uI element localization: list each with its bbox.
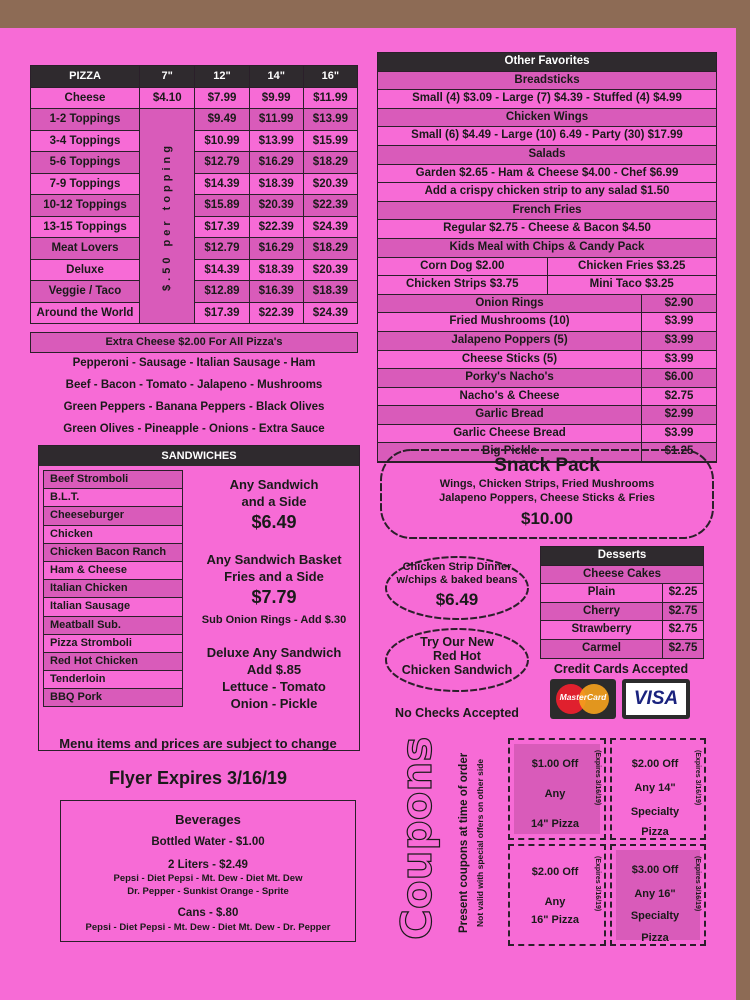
pizza-item-name: Veggie / Taco <box>31 281 140 303</box>
sandwich-item: Tenderloin <box>43 671 183 689</box>
side-item-row <box>378 425 716 444</box>
breadsticks-prices: Small (4) $3.09 - Large (7) $4.39 - Stuffed (4) $4.99 <box>378 90 716 109</box>
salads-heading: Salads <box>378 146 716 165</box>
two-liters: 2 Liters - $2.49 <box>168 859 248 871</box>
dessert-name: Strawberry <box>571 623 632 636</box>
sandwich-item: Chicken <box>43 526 183 544</box>
pizza-price: $18.29 <box>303 152 357 174</box>
pizza-item-name: 5-6 Toppings <box>31 152 140 174</box>
dessert-price: $2.75 <box>662 621 703 639</box>
sandwich-item: Meatball Sub. <box>43 617 183 635</box>
cans-flavors: Pepsi - Diet Pepsi - Mt. Dew - Diet Mt. Dew - Dr. Pepper <box>85 922 331 933</box>
pizza-row <box>31 109 358 131</box>
pizza-price: $22.39 <box>249 302 303 324</box>
pizza-row <box>31 130 358 152</box>
side-item-name: Porky's Nacho's <box>465 371 554 384</box>
side-item-price: $1.25 <box>641 443 716 461</box>
topping-line: Beef - Bacon - Tomato - Jalapeno - Mushrooms <box>65 379 323 391</box>
side-item-price: $2.90 <box>641 295 716 313</box>
side-item-row <box>378 351 716 370</box>
pizza-row <box>31 87 358 109</box>
pizza-row <box>31 238 358 260</box>
price-change-notice: Menu items and prices are subject to change <box>59 736 337 751</box>
coupons-title: Coupons <box>392 736 441 940</box>
pizza-price: $17.39 <box>195 216 249 238</box>
pizza-price: $13.99 <box>249 130 303 152</box>
beverages-title: Beverages <box>175 812 241 827</box>
dessert-name: Cherry <box>582 604 621 617</box>
pizza-price: $16.39 <box>249 281 303 303</box>
side-item-name: Cheese Sticks (5) <box>461 352 558 365</box>
sandwich-item: Italian Chicken <box>43 580 183 598</box>
pizza-price: $14.39 <box>195 173 249 195</box>
sandwich-deal-2b: Fries and a Side <box>224 569 324 584</box>
mastercard-logo: MasterCard <box>550 679 616 719</box>
pizza-item-name: 10-12 Toppings <box>31 195 140 217</box>
pizza-price: $16.29 <box>249 238 303 260</box>
pizza-price: $24.39 <box>303 302 357 324</box>
pizza-price: $9.49 <box>195 109 249 131</box>
coupons-note: Not valid with special offers on other side <box>475 758 485 928</box>
sandwich-deal-1: Any Sandwich <box>229 477 319 492</box>
side-item-row <box>378 332 716 351</box>
side-item-price: $3.99 <box>641 351 716 369</box>
pizza-header-16: 16" <box>303 66 357 88</box>
side-item-price: $3.99 <box>641 313 716 331</box>
deluxe-line: Onion - Pickle <box>230 696 318 711</box>
new-item-line: Try Our New <box>420 635 494 649</box>
dinner-price: $6.49 <box>435 590 479 609</box>
pizza-price: $20.39 <box>303 173 357 195</box>
coupon-4[interactable]: $3.00 Off Any 16" Specialty Pizza (Expires 3/16/19) <box>610 844 706 946</box>
pizza-price: $18.39 <box>303 281 357 303</box>
new-item-line: Chicken Sandwich <box>401 663 513 677</box>
flyer-expires: Flyer Expires 3/16/19 <box>108 768 288 788</box>
pizza-price: $7.99 <box>195 87 249 109</box>
pizza-price: $14.39 <box>195 259 249 281</box>
side-item-row <box>378 295 716 314</box>
pizza-price: $12.79 <box>195 238 249 260</box>
sandwich-item: BBQ Pork <box>43 689 183 707</box>
side-item-name: Nacho's & Cheese <box>459 389 560 402</box>
sandwich-deal-1b: and a Side <box>241 494 307 509</box>
side-item-price: $3.99 <box>641 425 716 443</box>
pizza-extra-cheese: Extra Cheese $2.00 For All Pizza's <box>30 332 358 353</box>
pizza-item-name: 1-2 Toppings <box>31 109 140 131</box>
coupon-3[interactable]: $2.00 Off Any 16" Pizza (Expires 3/16/19) <box>508 844 606 946</box>
pizza-price: $11.99 <box>249 109 303 131</box>
favorites-title: Other Favorites <box>378 53 716 72</box>
two-liters-flavors: Pepsi - Diet Pepsi - Mt. Dew - Diet Mt. Dew <box>113 873 303 884</box>
pizza-price: $20.39 <box>303 259 357 281</box>
pizza-price: $12.89 <box>195 281 249 303</box>
per-topping-note: $.50 per topping <box>140 109 195 324</box>
cans: Cans - $.80 <box>177 907 239 919</box>
side-item-name: Fried Mushrooms (10) <box>449 315 570 328</box>
side-item-price: $2.99 <box>641 406 716 424</box>
dinner-line: Chicken Strip Dinner <box>402 561 512 573</box>
sandwich-deal-2: Any Sandwich Basket <box>206 552 342 567</box>
fries-heading: French Fries <box>378 202 716 221</box>
pizza-price-table <box>30 65 358 324</box>
pizza-price: $10.99 <box>195 130 249 152</box>
sandwich-item: Beef Stromboli <box>43 470 183 489</box>
salads-prices: Garden $2.65 - Ham & Cheese $4.00 - Chef $6.99 <box>378 165 716 184</box>
pizza-price: $13.99 <box>303 109 357 131</box>
dessert-row <box>541 621 703 640</box>
pizza-price: $15.99 <box>303 130 357 152</box>
sandwiches-section <box>38 445 360 751</box>
no-checks-accepted: No Checks Accepted <box>395 706 519 720</box>
pizza-item-name: Meat Lovers <box>31 238 140 260</box>
pizza-price: $12.79 <box>195 152 249 174</box>
pizza-row <box>31 216 358 238</box>
pizza-row <box>31 281 358 303</box>
side-item-price: $6.00 <box>641 369 716 387</box>
pizza-header-14: 14" <box>249 66 303 88</box>
pizza-item-name: Deluxe <box>31 259 140 281</box>
topping-line: Green Olives - Pineapple - Onions - Extra Sauce <box>63 423 325 435</box>
pizza-price: $15.89 <box>195 195 249 217</box>
cheese-cakes-heading: Cheese Cakes <box>541 566 703 585</box>
side-item-price: $3.99 <box>641 332 716 350</box>
sandwich-deal-2-price: $7.79 <box>251 587 297 607</box>
sandwich-deal-2-note: Sub Onion Rings - Add $.30 <box>201 614 347 626</box>
pizza-item-name: 3-4 Toppings <box>31 130 140 152</box>
pizza-price: $18.39 <box>249 173 303 195</box>
kids-meal-row: Chicken Strips $3.75 Mini Taco $3.25 <box>378 276 716 295</box>
dessert-price: $2.75 <box>662 603 703 621</box>
dessert-name: Carmel <box>582 641 621 654</box>
side-item-row <box>378 313 716 332</box>
fries-prices: Regular $2.75 - Cheese & Bacon $4.50 <box>378 220 716 239</box>
side-item-row <box>378 406 716 425</box>
sandwich-item: Cheeseburger <box>43 507 183 525</box>
visa-logo: VISA <box>622 679 690 719</box>
side-item-name: Big Pickle <box>482 445 537 458</box>
coupon-1[interactable]: $1.00 Off Any 14" Pizza (Expires 3/16/19) <box>508 738 606 840</box>
snack-pack-line: Jalapeno Poppers, Cheese Sticks & Fries <box>439 492 655 504</box>
pizza-row <box>31 302 358 324</box>
coupon-2[interactable]: $2.00 Off Any 14" Specialty Pizza (Expires 3/16/19) <box>610 738 706 840</box>
side-item-name: Onion Rings <box>475 296 544 309</box>
pizza-item-name: 7-9 Toppings <box>31 173 140 195</box>
pizza-header-name: PIZZA <box>31 66 140 88</box>
pizza-price: $11.99 <box>303 87 357 109</box>
sandwich-deal-1-price: $6.49 <box>251 512 297 532</box>
salads-addon: Add a crispy chicken strip to any salad $1.50 <box>378 183 716 202</box>
sandwich-item: Ham & Cheese <box>43 562 183 580</box>
kids-meal-heading: Kids Meal with Chips & Candy Pack <box>378 239 716 258</box>
beverages-section <box>60 800 356 942</box>
desserts-title: Desserts <box>541 547 703 566</box>
dessert-row <box>541 584 703 603</box>
snack-pack-price: $10.00 <box>521 509 573 528</box>
pizza-row <box>31 152 358 174</box>
pizza-price: $9.99 <box>249 87 303 109</box>
topping-line: Green Peppers - Banana Peppers - Black Olives <box>63 401 325 413</box>
dinner-line: w/chips & baked beans <box>396 574 518 586</box>
wings-heading: Chicken Wings <box>378 109 716 128</box>
new-item-line: Red Hot <box>433 649 481 663</box>
pizza-row <box>31 259 358 281</box>
sandwiches-title: SANDWICHES <box>39 446 359 466</box>
breadsticks-heading: Breadsticks <box>378 72 716 91</box>
credit-cards-accepted: Credit Cards Accepted <box>553 662 689 676</box>
wings-prices: Small (6) $4.49 - Large (10) 6.49 - Party (30) $17.99 <box>378 127 716 146</box>
pizza-item-name: Cheese <box>31 87 140 109</box>
sandwich-list <box>43 470 183 707</box>
dessert-row <box>541 640 703 658</box>
pizza-price: $22.39 <box>303 195 357 217</box>
side-item-name: Garlic Cheese Bread <box>453 426 566 439</box>
topping-line: Pepperoni - Sausage - Italian Sausage - Ham <box>72 357 316 369</box>
pizza-row <box>31 173 358 195</box>
desserts-section <box>540 546 704 659</box>
coupons-note: Present coupons at time of order <box>458 752 470 934</box>
pizza-price: $4.10 <box>140 87 195 109</box>
pizza-price: $22.39 <box>249 216 303 238</box>
sandwich-item: Pizza Stromboli <box>43 635 183 653</box>
side-item-price: $2.75 <box>641 388 716 406</box>
pizza-row <box>31 195 358 217</box>
sandwich-item: Chicken Bacon Ranch <box>43 544 183 562</box>
snack-pack-line: Wings, Chicken Strips, Fried Mushrooms <box>439 478 655 490</box>
dessert-price: $2.25 <box>662 584 703 602</box>
pizza-price: $24.39 <box>303 216 357 238</box>
dessert-price: $2.75 <box>662 640 703 658</box>
pizza-price: $18.39 <box>249 259 303 281</box>
pizza-price: $16.29 <box>249 152 303 174</box>
sandwich-item: Italian Sausage <box>43 598 183 616</box>
pizza-item-name: 13-15 Toppings <box>31 216 140 238</box>
pizza-price: $20.39 <box>249 195 303 217</box>
deluxe-line: Add $.85 <box>246 662 302 677</box>
dessert-name: Plain <box>587 586 616 599</box>
deluxe-line: Deluxe Any Sandwich <box>206 645 342 660</box>
other-favorites-section <box>377 52 717 463</box>
pizza-header-12: 12" <box>195 66 249 88</box>
pizza-header-7: 7" <box>140 66 195 88</box>
two-liters-flavors: Dr. Pepper - Sunkist Orange - Sprite <box>127 886 289 897</box>
kids-meal-row: Corn Dog $2.00 Chicken Fries $3.25 <box>378 258 716 277</box>
dessert-row <box>541 603 703 622</box>
pizza-price: $17.39 <box>195 302 249 324</box>
pizza-price: $18.29 <box>303 238 357 260</box>
pizza-header-row <box>31 66 358 88</box>
menu-flyer <box>0 28 736 1000</box>
sandwich-item: Red Hot Chicken <box>43 653 183 671</box>
bottled-water: Bottled Water - $1.00 <box>151 836 265 848</box>
sandwich-item: B.L.T. <box>43 489 183 507</box>
snack-pack-title: Snack Pack <box>494 455 600 476</box>
side-item-name: Garlic Bread <box>475 408 544 421</box>
side-item-row <box>378 388 716 407</box>
pizza-item-name: Around the World <box>31 302 140 324</box>
side-item-name: Jalapeno Poppers (5) <box>451 333 568 346</box>
deluxe-line: Lettuce - Tomato <box>222 679 326 694</box>
side-item-row <box>378 369 716 388</box>
